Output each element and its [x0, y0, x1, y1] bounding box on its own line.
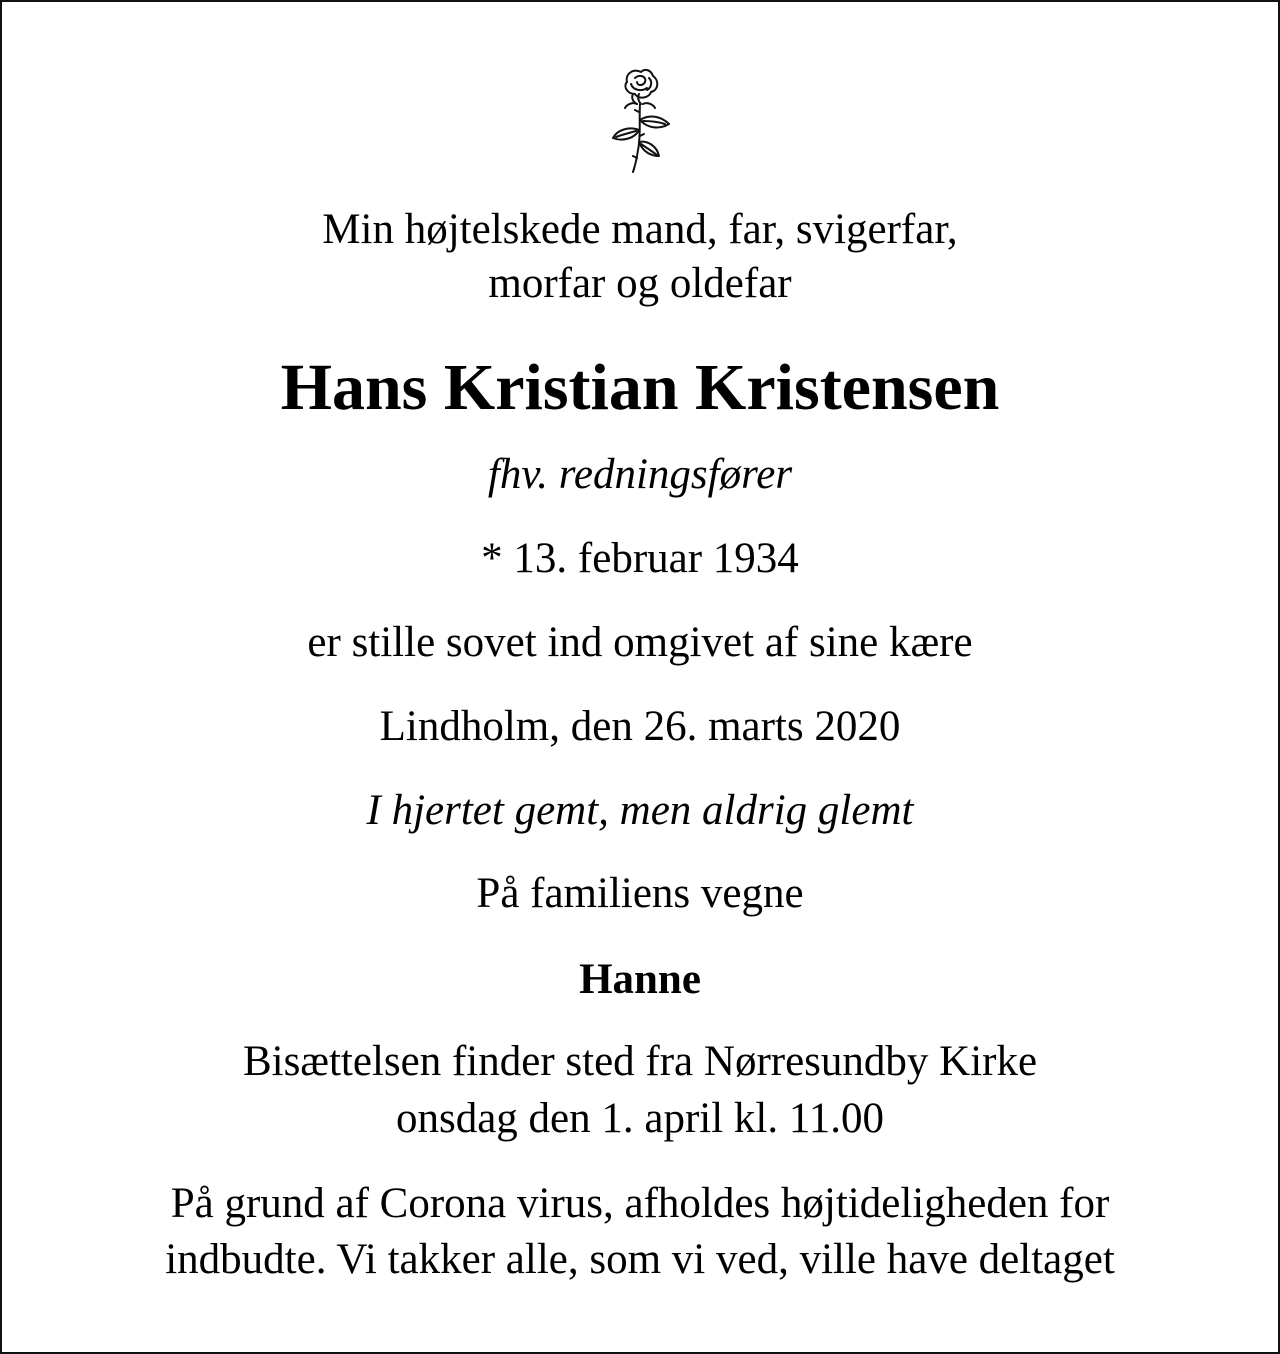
intro-line-1: Min højtelskede mand, far, svigerfar, [322, 206, 958, 253]
corona-note-line-2: indbudte. Vi takker alle, som vi ved, ville have deltaget [165, 1236, 1115, 1283]
funeral-info-line-2: onsdag den 1. april kl. 11.00 [395, 1095, 885, 1142]
deceased-title: fhv. redningsfører [487, 451, 793, 498]
birth-date: * 13. februar 1934 [481, 535, 799, 582]
place-and-date: Lindholm, den 26. marts 2020 [379, 703, 901, 750]
on-behalf-text: På familiens vegne [476, 870, 804, 917]
rose-icon [605, 64, 677, 174]
corona-note-line-1: På grund af Corona virus, afholdes højtideligheden for [170, 1180, 1110, 1227]
funeral-info-line-1: Bisættelsen finder sted fra Nørresundby Kirke [242, 1038, 1038, 1085]
deceased-name: Hans Kristian Kristensen [280, 351, 1000, 424]
intro-line-2: morfar og oldefar [488, 260, 792, 307]
signature-name: Hanne [579, 956, 701, 1003]
passing-text: er stille sovet ind omgivet af sine kære [307, 619, 973, 666]
memorial-verse: I hjertet gemt, men aldrig glemt [366, 787, 914, 834]
